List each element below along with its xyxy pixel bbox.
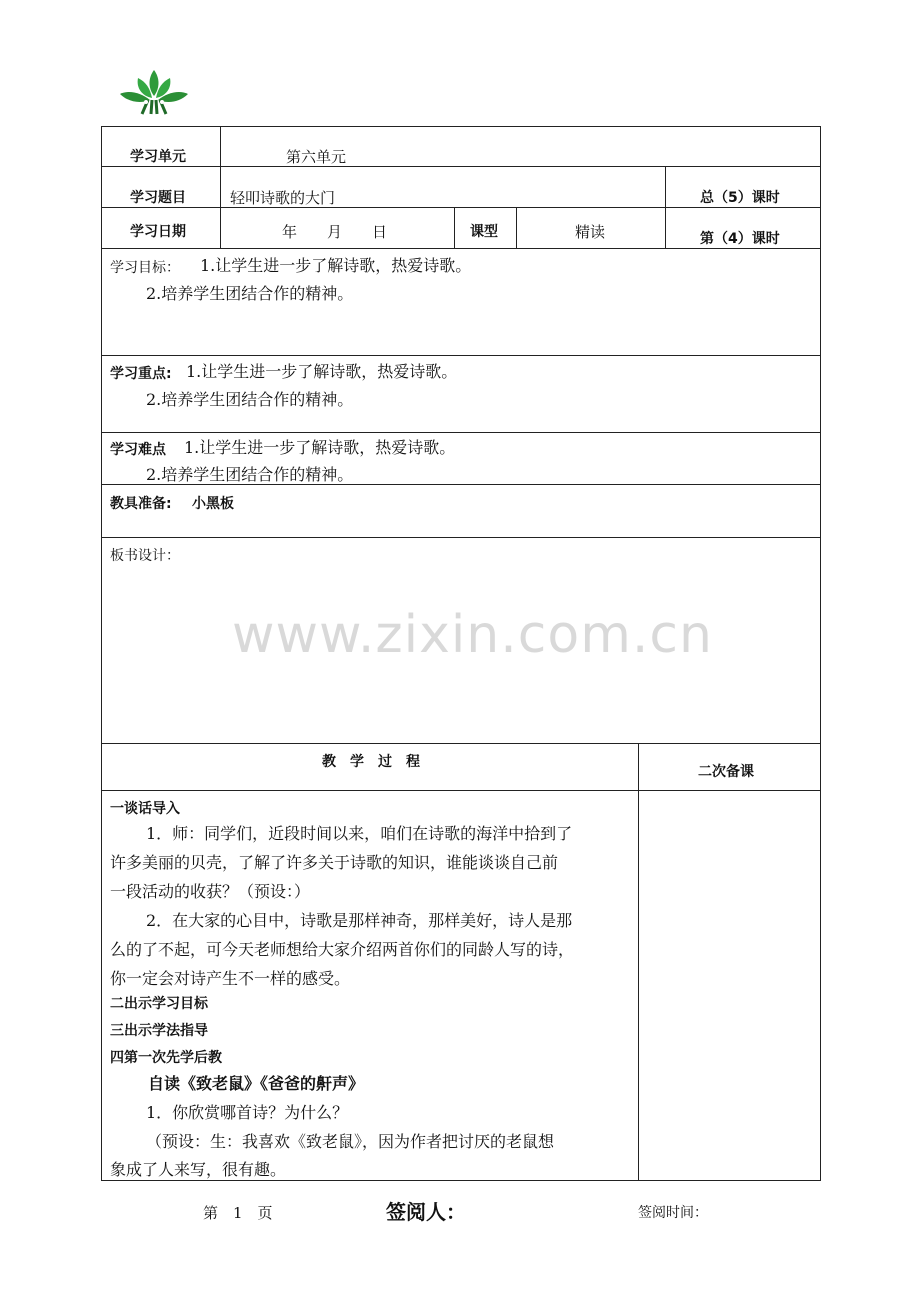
process-header: 教 学 过 程: [322, 754, 420, 770]
second-prep-header: 二次备课: [698, 764, 754, 780]
logo: [118, 68, 190, 116]
difficulties-line-2: 2.培养学生团结合作的精神。: [146, 465, 354, 483]
topic-value: 轻叩诗歌的大门: [230, 189, 336, 207]
sign-time-label: 签阅时间：: [638, 1205, 708, 1221]
body-line: 1．你欣赏哪首诗？为什么？: [146, 1103, 349, 1122]
total-hours: 总（5）课时: [700, 190, 780, 206]
tools-value: 小黑板: [192, 496, 234, 512]
body-line: 象成了人来写，很有趣。: [110, 1160, 287, 1179]
date-label: 学习日期: [130, 224, 186, 240]
key-points-label: 学习重点:: [110, 366, 172, 382]
goals-line-1: 1.让学生进一步了解诗歌，热爱诗歌。: [200, 256, 472, 275]
lesson-number: 第（4）课时: [700, 231, 780, 247]
reading-task: 自读《致老鼠》《爸爸的鼾声》: [148, 1074, 365, 1093]
goals-label: 学习目标：: [110, 260, 180, 276]
body-line: 许多美丽的贝壳，了解了许多关于诗歌的知识，谁能谈谈自己前: [110, 853, 559, 872]
board-design-label: 板书设计：: [110, 548, 180, 564]
signer-label: 签阅人：: [386, 1200, 466, 1224]
section-heading: 四第一次先学后教: [110, 1050, 222, 1066]
body-line: （预设：生：我喜欢《致老鼠》，因为作者把讨厌的老鼠想: [146, 1132, 555, 1151]
topic-label: 学习题目: [130, 190, 186, 206]
goals-line-2: 2.培养学生团结合作的精神。: [146, 284, 354, 303]
body-line: 你一定会对诗产生不一样的感受。: [110, 969, 351, 988]
body-line: 2．在大家的心目中，诗歌是那样神奇，那样美好，诗人是那: [146, 911, 573, 930]
date-value: 年 月 日: [282, 223, 388, 241]
type-value: 精读: [575, 223, 606, 241]
watermark: www.zixin.com.cn: [232, 605, 713, 665]
body-line: 1．师：同学们，近段时间以来，咱们在诗歌的海洋中拾到了: [146, 824, 573, 843]
key-points-line-2: 2.培养学生团结合作的精神。: [146, 390, 354, 409]
body-line: 一段活动的收获？（预设：）: [110, 882, 311, 901]
page-number: 第 1 页: [203, 1204, 273, 1222]
body-line: 么的了不起，可今天老师想给大家介绍两首你们的同龄人写的诗，: [110, 940, 575, 959]
section-heading: 三出示学法指导: [110, 1023, 208, 1039]
unit-value: 第六单元: [286, 148, 347, 166]
tools-label: 教具准备:: [110, 496, 172, 512]
section-heading: 二出示学习目标: [110, 996, 208, 1012]
key-points-line-1: 1.让学生进一步了解诗歌，热爱诗歌。: [186, 362, 458, 381]
difficulties-line-1: 1.让学生进一步了解诗歌，热爱诗歌。: [184, 438, 456, 457]
difficulties-label: 学习难点: [110, 442, 166, 458]
unit-label: 学习单元: [130, 149, 186, 165]
section-heading: 一谈话导入: [110, 801, 180, 817]
type-label: 课型: [470, 224, 498, 240]
